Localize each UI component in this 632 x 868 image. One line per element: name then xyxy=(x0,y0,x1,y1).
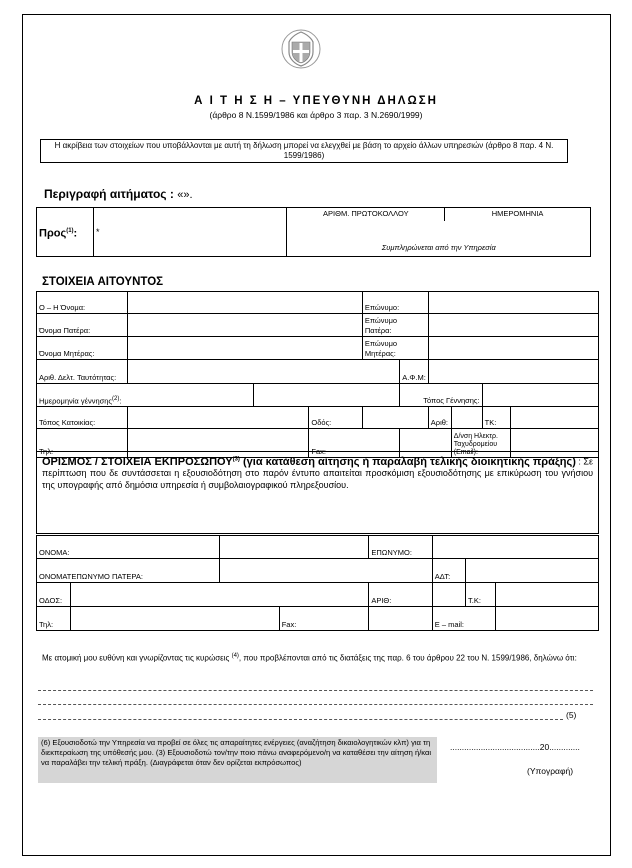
surname-field[interactable] xyxy=(428,292,598,314)
birth-place-label: Τόπος Γέννησης: xyxy=(400,384,482,407)
surname-label: Επώνυμο: xyxy=(362,292,428,314)
rep-phone-field[interactable] xyxy=(71,607,279,631)
declaration-line-2[interactable] xyxy=(38,704,593,705)
email-label: Δ/νση Ηλεκτρ. Ταχυδρομείου (Email): xyxy=(451,429,510,458)
representative-heading: ΟΡΙΣΜΟΣ / ΣΤΟΙΧΕΙΑ ΕΚΠΡΟΣΩΠΟΥ$^{(3)}$ (για κατάθεση αίτησης ή παραλαβή τελικής διοικητικής πράξης) xyxy=(42,455,576,468)
form-subtitle: (άρθρο 8 Ν.1599/1986 και άρθρο 3 παρ. 3 Ν.2690/1999) xyxy=(209,110,423,120)
authorization-note: (6) Εξουσιοδοτώ την Υπηρεσία να προβεί σε όλες τις απαραίτητες ενέργειες (αναζήτηση δικαιολογητικών κλπ) για τη διεκπεραίωση της υπόθεσής μου. (3) Εξουσιοδοτώ τον/την ποιο πάνω αναφερόμενο/η να καταθέσει την αίτηση ή/και να παραλάβει την τελική πράξη. (Διαγράφεται όταν δεν ορίζεται εκπρόσωπος) xyxy=(38,737,437,783)
number-field[interactable] xyxy=(451,407,482,429)
form-title: Α Ι Τ Η Σ Η – ΥΠΕΥΘΥΝΗ ΔΗΛΩΣΗ xyxy=(194,95,438,107)
afm-field[interactable] xyxy=(428,360,598,384)
rep-father-field[interactable] xyxy=(220,559,432,583)
birth-date-field[interactable] xyxy=(254,384,400,407)
rep-postcode-field[interactable] xyxy=(496,583,599,607)
fax-label: Fax: xyxy=(309,429,400,458)
mother-name-label: Όνομα Μητέρας: xyxy=(37,337,128,360)
request-description-value[interactable]: «». xyxy=(177,189,193,201)
rep-number-label: ΑΡΙΘ: xyxy=(369,583,432,607)
postcode-field[interactable] xyxy=(510,407,598,429)
birth-date-label: Ημερομηνία γέννησης$^{(2)}$: xyxy=(37,384,254,407)
residence-label: Τόπος Κατοικίας: xyxy=(37,407,128,429)
rep-surname-field[interactable] xyxy=(432,536,598,559)
mother-surname-field[interactable] xyxy=(428,337,598,360)
birth-place-field[interactable] xyxy=(482,384,598,407)
id-number-label: Αριθ. Δελτ. Ταυτότητας: xyxy=(37,360,128,384)
name-label: Ο – Η Όνομα: xyxy=(37,292,128,314)
rep-name-label: ΟΝΟΜΑ: xyxy=(37,536,220,559)
representative-table xyxy=(36,535,599,631)
protocol-label: ΑΡΙΘΜ. ΠΡΩΤΟΚΟΛΛΟΥ xyxy=(287,208,445,221)
declaration-line-3[interactable] xyxy=(38,719,563,720)
date-label: ΗΜΕΡΟΜΗΝΙΑ xyxy=(445,208,591,221)
rep-street-label: ΟΔΟΣ: xyxy=(37,583,71,607)
service-note: Συμπληρώνεται από την Υπηρεσία xyxy=(287,221,591,257)
rep-adt-field[interactable] xyxy=(466,559,599,583)
father-name-field[interactable] xyxy=(127,314,362,337)
afm-label: Α.Φ.Μ: xyxy=(400,360,429,384)
request-description xyxy=(44,187,193,201)
father-surname-label: Επώνυμο Πατέρα: xyxy=(362,314,428,337)
request-description-label: Περιγραφή αιτήματος : xyxy=(44,187,174,201)
declaration-text: Με ατομική μου ευθύνη και γνωρίζοντας τις κυρώσεις $^{(4)}$, που προβλέπονται από τις διατάξεις της παρ. 6 του άρθρου 22 του Ν. 1599/1986, δηλώνω ότι: xyxy=(42,653,577,663)
street-field[interactable] xyxy=(362,407,428,429)
postcode-label: ΤΚ: xyxy=(482,407,510,429)
note-5: (5) xyxy=(566,710,577,720)
street-label: Οδός: xyxy=(309,407,362,429)
residence-field[interactable] xyxy=(127,407,309,429)
rep-fax-field[interactable] xyxy=(369,607,432,631)
father-name-label: Όνομα Πατέρα: xyxy=(37,314,128,337)
rep-father-label: ΟΝΟΜΑΤΕΠΩΝΥΜΟ ΠΑΤΕΡΑ: xyxy=(37,559,220,583)
mother-name-field[interactable] xyxy=(127,337,362,360)
rep-surname-label: ΕΠΩΝΥΜΟ: xyxy=(369,536,432,559)
accuracy-notice: Η ακρίβεια των στοιχείων που υποβάλλονται με αυτή τη δήλωση μπορεί να ελεγχθεί με βάση το αρχείο άλλων υπηρεσιών (άρθρο 8 παρ. 4 Ν. 1599/1986) xyxy=(40,139,568,163)
applicant-heading: ΣΤΟΙΧΕΙΑ ΑΙΤΟΥΝΤΟΣ xyxy=(42,276,164,288)
applicant-table xyxy=(36,291,599,458)
id-number-field[interactable] xyxy=(127,360,399,384)
recipient-table xyxy=(36,207,591,257)
declaration-line-1[interactable] xyxy=(38,690,593,691)
phone-label: Τηλ: xyxy=(37,429,128,458)
rep-postcode-label: Τ.Κ: xyxy=(466,583,496,607)
rep-email-field[interactable] xyxy=(496,607,599,631)
rep-email-label: Ε – mail: xyxy=(432,607,495,631)
father-surname-field[interactable] xyxy=(428,314,598,337)
to-label: Προς$^{(1)}$: xyxy=(37,208,94,257)
rep-phone-label: Τηλ: xyxy=(37,607,71,631)
rep-number-field[interactable] xyxy=(432,583,465,607)
rep-street-field[interactable] xyxy=(71,583,369,607)
representative-definition xyxy=(36,451,599,534)
signature-date-line[interactable]: ......................................20............. xyxy=(450,742,580,752)
signature-label: (Υπογραφή) xyxy=(527,766,574,776)
mother-surname-label: Επώνυμο Μητέρας: xyxy=(362,337,428,360)
rep-fax-label: Fax: xyxy=(279,607,369,631)
greek-coat-of-arms-icon xyxy=(281,28,321,70)
rep-adt-label: ΑΔΤ: xyxy=(432,559,465,583)
to-value[interactable]: * xyxy=(93,208,287,257)
representative-body: : Σε περίπτωση που δε συντάσσεται η εξουσιοδότηση στο παρόν έντυπο απαιτείται προσκόμιση εξουσιοδότησης με επικύρωση του γνήσιου της υπογραφής από δημόσια υπηρεσία ή συμβολαιογραφικού πληρεξουσίου. xyxy=(42,456,593,490)
rep-name-field[interactable] xyxy=(220,536,369,559)
number-label: Αριθ: xyxy=(428,407,451,429)
name-field[interactable] xyxy=(127,292,362,314)
